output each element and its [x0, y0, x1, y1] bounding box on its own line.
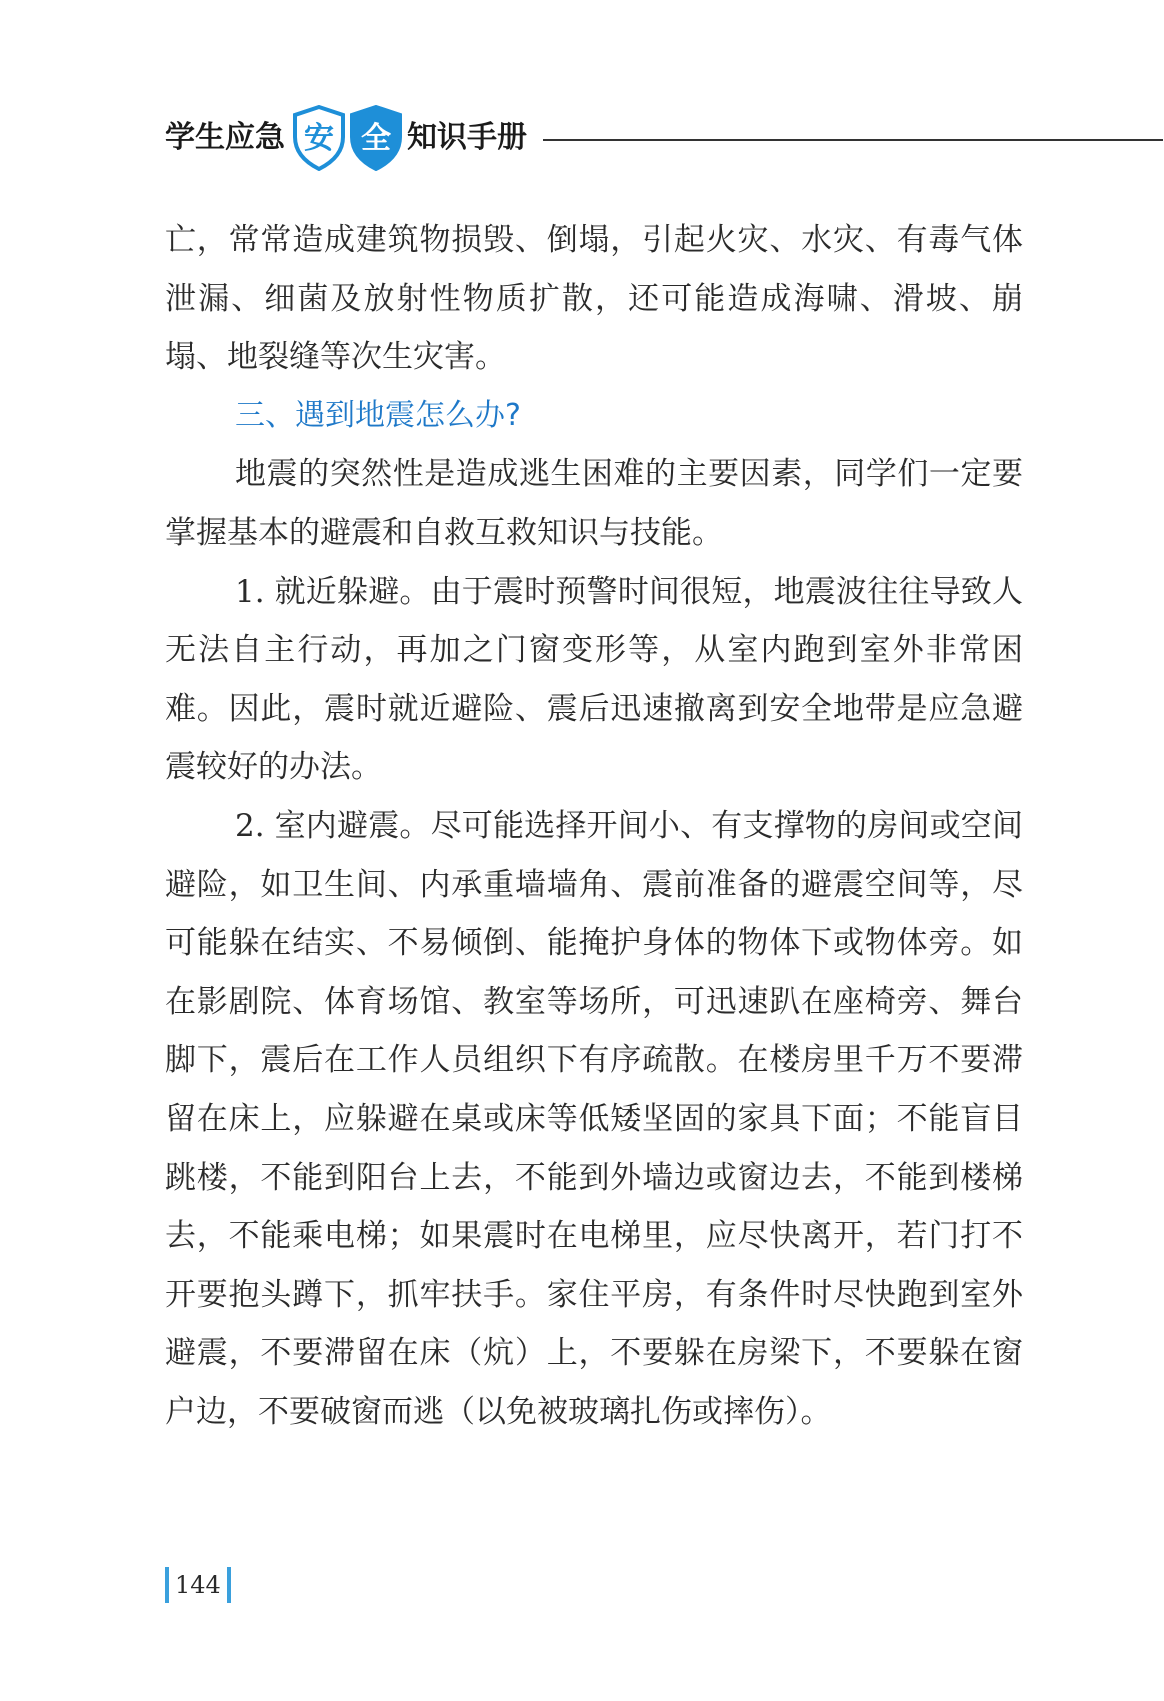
paragraph-intro: 地震的突然性是造成逃生困难的主要因素，同学们一定要掌握基本的避震和自救互救知识与技能。: [165, 456, 1023, 551]
body-text: [165, 211, 1023, 1441]
page-number-block: [165, 1567, 231, 1603]
paragraph-continuation: 亡，常常造成建筑物损毁、倒塌，引起火灾、水灾、有毒气体泄漏、细菌及放射性物质扩散，还可能造成海啸、滑坡、崩塌、地裂缝等次生灾害。: [165, 222, 1023, 376]
header-rule: [543, 139, 1163, 141]
page-number: 144: [175, 1571, 221, 1599]
running-header: [165, 102, 1164, 172]
shield-badge-an-text: 安: [304, 121, 334, 156]
shield-badge-quan-text: 全: [361, 121, 391, 156]
paragraph-item-1: 1. 就近躲避。由于震时预警时间很短，地震波往往导致人无法自主行动，再加之门窗变形等，从室内跑到室外非常困难。因此，震时就近避险、震后迅速撤离到安全地带是应急避震较好的办法。: [165, 573, 1023, 786]
paragraph-item-2: 2. 室内避震。尽可能选择开间小、有支撑物的房间或空间避险，如卫生间、内承重墙墙角、震前准备的避震空间等，尽可能躲在结实、不易倾倒、能掩护身体的物体下或物体旁。如在影剧院、体育场馆、教室等场所，可迅速趴在座椅旁、舞台脚下，震后在工作人员组织下有序疏散。在楼房里千万不要滞留在床上，应躲避在桌或床等低矮坚固的家具下面；不能盲目跳楼，不能到阳台上去，不能到外墙边或窗边去，不能到楼梯去，不能乘电梯；如果震时在电梯里，应尽快离开，若门打不开要抱头蹲下，抓牢扶手。家住平房，有条件时尽快跑到室外避震，不要滞留在床（炕）上，不要躲在房梁下，不要躲在窗户边，不要破窗而逃（以免被玻璃扎伤或摔伤）。: [165, 807, 1023, 1430]
shield-badge-an-icon: [291, 105, 347, 171]
shield-badge-quan-icon: [348, 105, 404, 171]
header-title-right: 知识手册: [407, 120, 527, 155]
header-title-left: 学生应急: [165, 120, 285, 155]
page-number-bar-right: [227, 1567, 231, 1603]
section-heading: 三、遇到地震怎么办?: [235, 397, 521, 433]
